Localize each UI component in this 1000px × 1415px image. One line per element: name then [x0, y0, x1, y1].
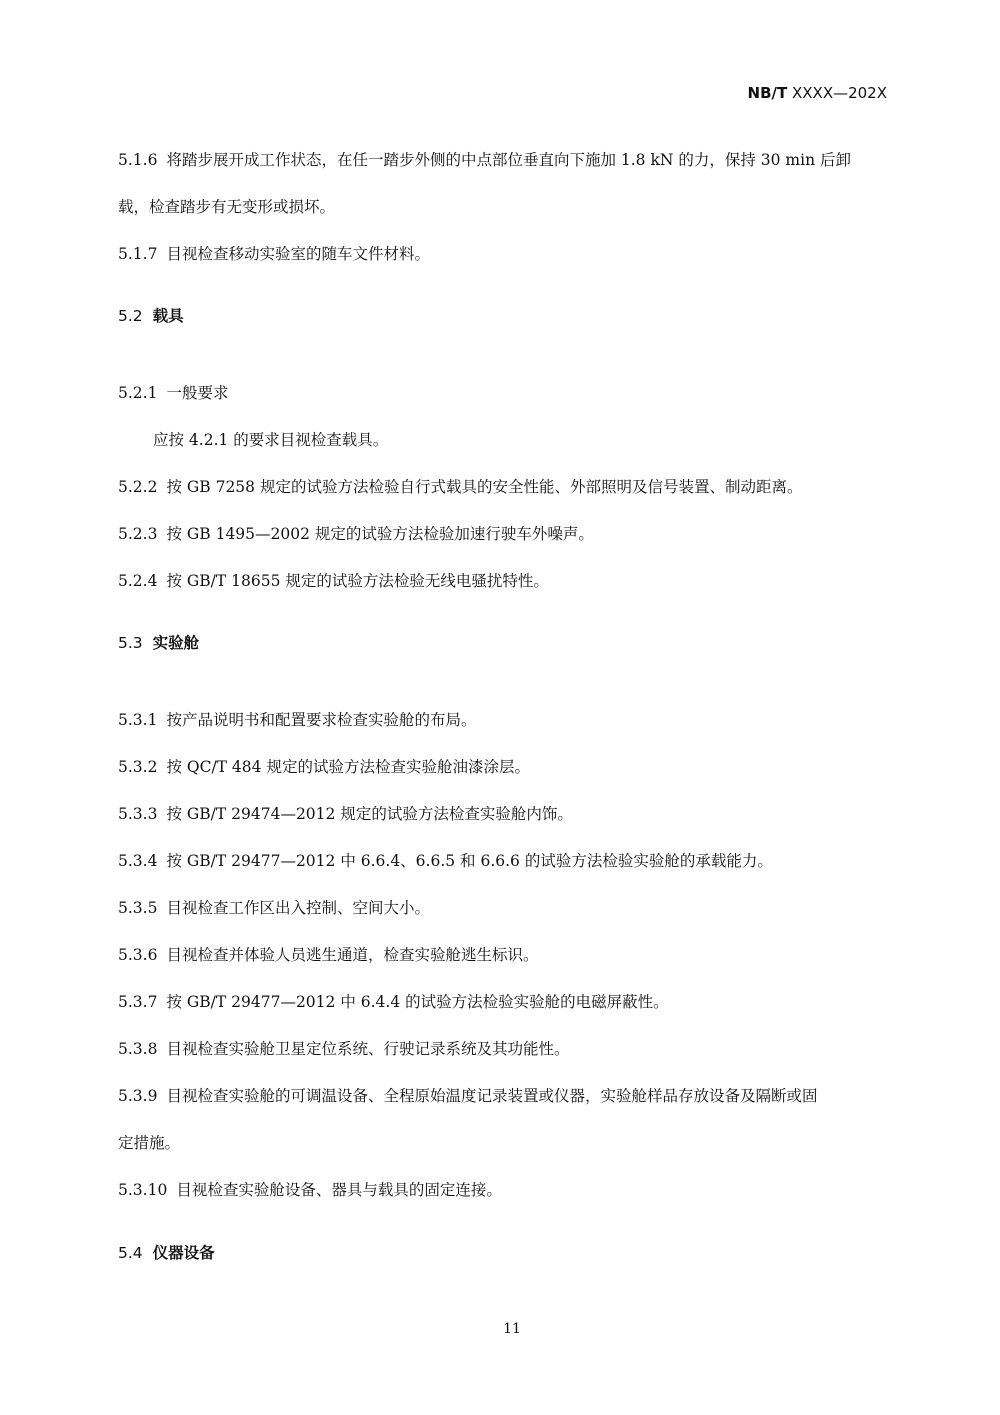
- document-code-number: XXXX—202X: [787, 84, 887, 102]
- clause-5-3-9-continued: 定措施。: [118, 1134, 181, 1152]
- page-number: 11: [503, 1321, 521, 1337]
- section-heading-5-4: 5.4 仪器设备: [118, 1244, 215, 1262]
- section-heading-5-2: 5.2 载具: [118, 307, 184, 325]
- clause-5-2-4: 5.2.4 按 GB/T 18655 规定的试验方法检验无线电骚扰特性。: [118, 572, 549, 590]
- clause-5-1-6: 5.1.6 将踏步展开成工作状态，在任一踏步外侧的中点部位垂直向下施加 1.8 kN 的力，保持 30 min 后卸: [118, 151, 851, 169]
- clause-5-3-8: 5.3.8 目视检查实验舱卫星定位系统、行驶记录系统及其功能性。: [118, 1040, 570, 1058]
- section-heading-5-3: 5.3 实验舱: [118, 634, 200, 652]
- document-code: [748, 84, 887, 102]
- clause-5-3-4: 5.3.4 按 GB/T 29477—2012 中 6.6.4、6.6.5 和 6.6.6 的试验方法检验实验舱的承载能力。: [118, 852, 773, 870]
- clause-5-3-10: 5.3.10 目视检查实验舱设备、器具与载具的固定连接。: [118, 1181, 502, 1199]
- clause-5-3-6: 5.3.6 目视检查并体验人员逃生通道，检查实验舱逃生标识。: [118, 946, 539, 964]
- clause-5-1-6-continued: 载，检查踏步有无变形或损坏。: [118, 198, 336, 216]
- document-code-prefix: NB/T: [747, 84, 788, 102]
- clause-5-3-2: 5.3.2 按 QC/T 484 规定的试验方法检查实验舱油漆涂层。: [118, 758, 530, 776]
- clause-5-3-7: 5.3.7 按 GB/T 29477—2012 中 6.4.4 的试验方法检验实验舱的电磁屏蔽性。: [118, 993, 669, 1011]
- clause-5-1-7: 5.1.7 目视检查移动实验室的随车文件材料。: [118, 245, 430, 263]
- clause-5-2-1: 5.2.1 一般要求: [118, 384, 229, 402]
- clause-5-3-5: 5.3.5 目视检查工作区出入控制、空间大小。: [118, 899, 430, 917]
- clause-5-3-9: 5.3.9 目视检查实验舱的可调温设备、全程原始温度记录装置或仪器，实验舱样品存放设备及隔断或固: [118, 1087, 818, 1105]
- clause-5-2-2: 5.2.2 按 GB 7258 规定的试验方法检验自行式载具的安全性能、外部照明及信号装置、制动距离。: [118, 478, 803, 496]
- clause-5-2-3: 5.2.3 按 GB 1495—2002 规定的试验方法检验加速行驶车外噪声。: [118, 525, 594, 543]
- clause-5-3-1: 5.3.1 按产品说明书和配置要求检查实验舱的布局。: [118, 711, 477, 729]
- clause-5-2-1-body: 应按 4.2.1 的要求目视检查载具。: [153, 431, 389, 449]
- clause-5-3-3: 5.3.3 按 GB/T 29474—2012 规定的试验方法检查实验舱内饰。: [118, 805, 573, 823]
